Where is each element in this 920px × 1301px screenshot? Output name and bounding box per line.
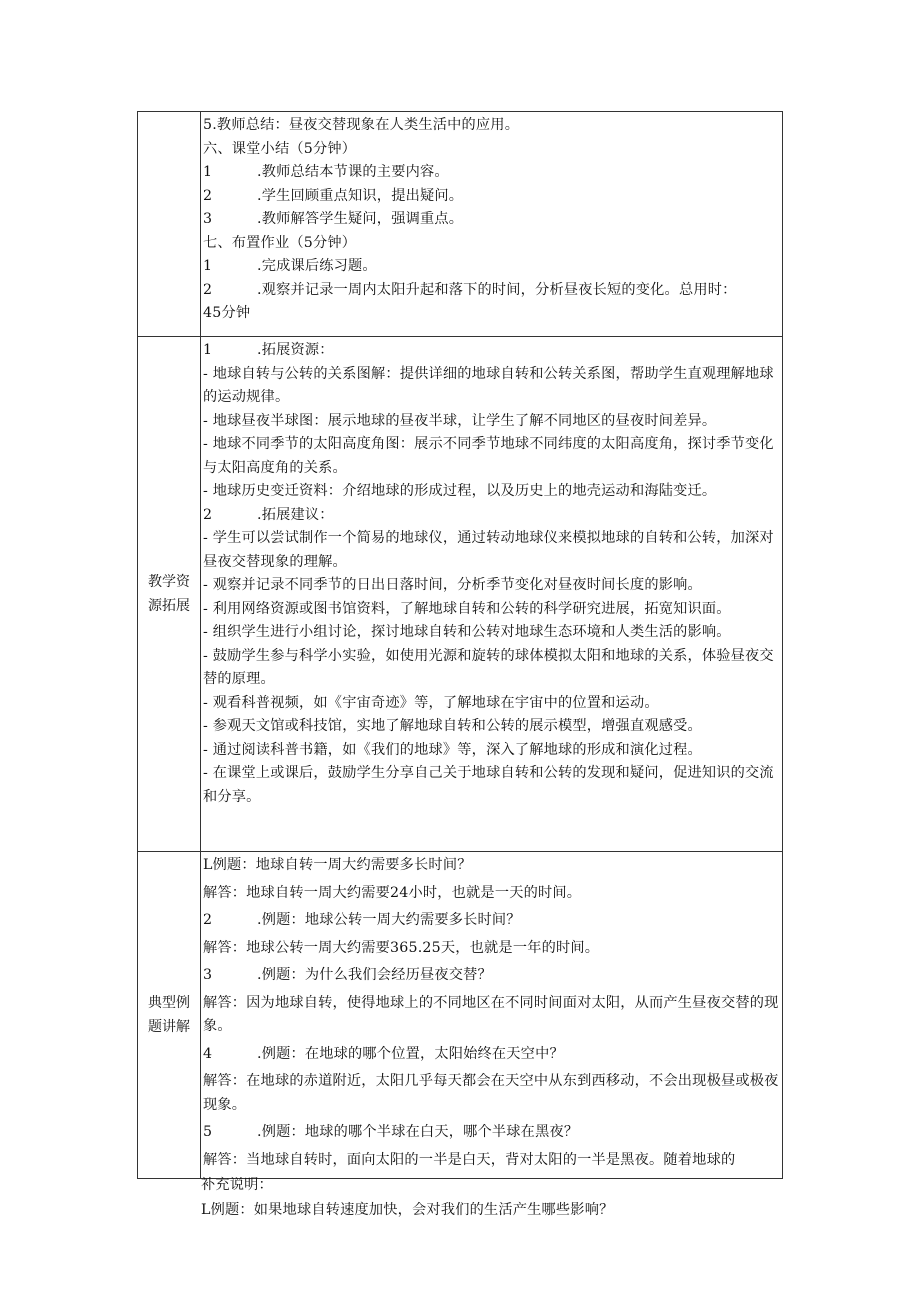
text-line xyxy=(203,715,782,739)
text-line xyxy=(203,302,782,326)
text-line xyxy=(203,480,782,504)
text-line xyxy=(203,114,782,138)
text-line xyxy=(203,208,782,232)
text-line xyxy=(203,739,782,763)
text-line xyxy=(203,964,782,988)
item-text: 六、课堂小结（5分钟） xyxy=(203,140,357,157)
supplement-line: L例题：如果地球自转速度加快，会对我们的生活产生哪些影响？ xyxy=(201,1201,614,1218)
text-line xyxy=(203,574,782,598)
item-text: - 利用网络资源或图书馆资料，了解地球自转和公转的科学研究进展，拓宽知识面。 xyxy=(203,600,731,617)
row-label xyxy=(138,112,201,337)
row-content xyxy=(201,852,783,1179)
item-text: - 地球历史变迁资料：介绍地球的形成过程，以及历史上的地壳运动和海陆变迁。 xyxy=(203,483,717,499)
text-line xyxy=(203,161,782,185)
text-line xyxy=(203,433,782,480)
text-line xyxy=(203,1070,782,1117)
item-text: 解答：在地球的赤道附近，太阳几乎每天都会在天空中从东到西移动，不会出现极昼或极夜现象。 xyxy=(203,1073,779,1113)
table-row xyxy=(138,337,783,852)
item-text: - 通过阅读科普书籍，如《我们的地球》等，深入了解地球的形成和演化过程。 xyxy=(203,741,702,758)
item-text: - 观察并记录不同季节的日出日落时间，分析季节变化对昼夜时间长度的影响。 xyxy=(203,577,702,593)
text-line xyxy=(203,339,782,363)
text-line xyxy=(203,504,782,528)
text-line xyxy=(203,527,782,574)
item-text: .例题：地球公转一周大约需要多长时间？ xyxy=(257,912,521,928)
item-text: .例题：在地球的哪个位置，太阳始终在天空中？ xyxy=(257,1045,564,1062)
item-number: 4 xyxy=(203,1045,213,1062)
item-number: 2 xyxy=(203,506,213,523)
item-number: 3 xyxy=(203,967,213,983)
item-text: L例题：地球自转一周大约需要多长时间？ xyxy=(203,857,472,873)
row-content xyxy=(201,112,783,337)
text-line xyxy=(203,692,782,716)
text-line xyxy=(203,909,782,933)
item-number: 3 xyxy=(203,211,213,227)
row1-lines xyxy=(203,114,782,326)
item-text: - 地球昼夜半球图：展示地球的昼夜半球，让学生了解不同地区的昼夜时间差异。 xyxy=(203,412,717,429)
item-number: 5 xyxy=(203,1124,213,1140)
text-line xyxy=(203,279,782,303)
text-line xyxy=(203,1043,782,1067)
text-line xyxy=(203,854,782,878)
item-number: 1 xyxy=(203,164,213,180)
row-content xyxy=(201,337,783,852)
text-line xyxy=(203,598,782,622)
supplement-heading: 补充说明： xyxy=(201,1177,273,1193)
item-text: - 参观天文馆或科技馆，实地了解地球自转和公转的展示模型，增强直观感受。 xyxy=(203,718,702,734)
item-number: 2 xyxy=(203,187,213,204)
text-line xyxy=(203,410,782,434)
item-text: - 观看科普视频，如《宇宙奇迹》等，了解地球在宇宙中的位置和运动。 xyxy=(203,694,659,711)
item-text: 45分钟 xyxy=(203,305,251,321)
item-text: - 地球不同季节的太阳高度角图：展示不同季节地球不同纬度的太阳高度角，探讨季节变化与太阳高度角的关系。 xyxy=(203,436,774,476)
item-text: .教师总结本节课的主要内容。 xyxy=(257,164,449,180)
item-text: 解答：因为地球自转，使得地球上的不同地区在不同时间面对太阳，从而产生昼夜交替的现象。 xyxy=(203,994,779,1034)
text-line xyxy=(203,138,782,162)
item-text: .拓展建议： xyxy=(257,506,334,523)
text-line xyxy=(203,185,782,209)
item-text: - 鼓励学生参与科学小实验，如使用光源和旋转的球体模拟太阳和地球的关系，体验昼夜交替的原理。 xyxy=(203,647,774,687)
text-line xyxy=(203,255,782,279)
item-number: 1 xyxy=(203,258,213,274)
item-text: - 学生可以尝试制作一个简易的地球仪，通过转动地球仪来模拟地球的自转和公转，加深对昼夜交替现象的理解。 xyxy=(203,530,774,570)
supplement-section xyxy=(201,1174,613,1223)
item-text: 七、布置作业（5分钟） xyxy=(203,234,357,251)
text-line xyxy=(203,882,782,906)
item-text: .学生回顾重点知识，提出疑问。 xyxy=(257,187,464,204)
item-text: - 组织学生进行小组讨论，探讨地球自转和公转对地球生态环境和人类生活的影响。 xyxy=(203,624,731,640)
text-line xyxy=(203,762,782,809)
row3-lines xyxy=(203,854,782,1170)
lesson-plan-table xyxy=(137,111,783,1179)
text-line xyxy=(203,1149,782,1171)
item-text: - 在课堂上或课后，鼓励学生分享自己关于地球自转和公转的发现和疑问，促进知识的交流和分享。 xyxy=(203,765,774,805)
item-text: .观察并记录一周内太阳升起和落下的时间，分析昼夜长短的变化。总用时： xyxy=(257,281,737,298)
text-line xyxy=(203,232,782,256)
item-number: 2 xyxy=(203,281,213,298)
item-number: 1 xyxy=(203,342,213,358)
table-row xyxy=(138,852,783,1179)
item-text: .例题：地球的哪个半球在白天，哪个半球在黑夜？ xyxy=(257,1124,579,1140)
item-text: .完成课后练习题。 xyxy=(257,258,377,274)
item-text: 解答：地球自转一周大约需要24小时，也就是一天的时间。 xyxy=(203,884,582,901)
row2-lines xyxy=(203,339,782,809)
item-text: .教师解答学生疑问，强调重点。 xyxy=(257,211,464,227)
item-number: 2 xyxy=(203,912,213,928)
row-label-teaching-resources: 教学资源拓展 xyxy=(138,337,201,852)
row-label-typical-examples: 典型例题讲解 xyxy=(138,852,201,1179)
item-text: 5.教师总结：昼夜交替现象在人类生活中的应用。 xyxy=(203,117,520,133)
item-text: 解答：地球公转一周大约需要365.25天，也就是一年的时间。 xyxy=(203,939,600,956)
item-text: .例题：为什么我们会经历昼夜交替？ xyxy=(257,967,492,983)
item-text: .拓展资源： xyxy=(257,342,334,358)
item-text: - 地球自转与公转的关系图解：提供详细的地球自转和公转关系图，帮助学生直观理解地球的运动规律。 xyxy=(203,365,774,405)
text-line xyxy=(203,621,782,645)
table-row xyxy=(138,112,783,337)
text-line xyxy=(203,937,782,961)
item-text: 解答：当地球自转时，面向太阳的一半是白天，背对太阳的一半是黑夜。随着地球的 xyxy=(203,1151,736,1168)
text-line xyxy=(203,645,782,692)
text-line xyxy=(203,1121,782,1145)
text-line xyxy=(203,992,782,1039)
text-line xyxy=(203,363,782,410)
